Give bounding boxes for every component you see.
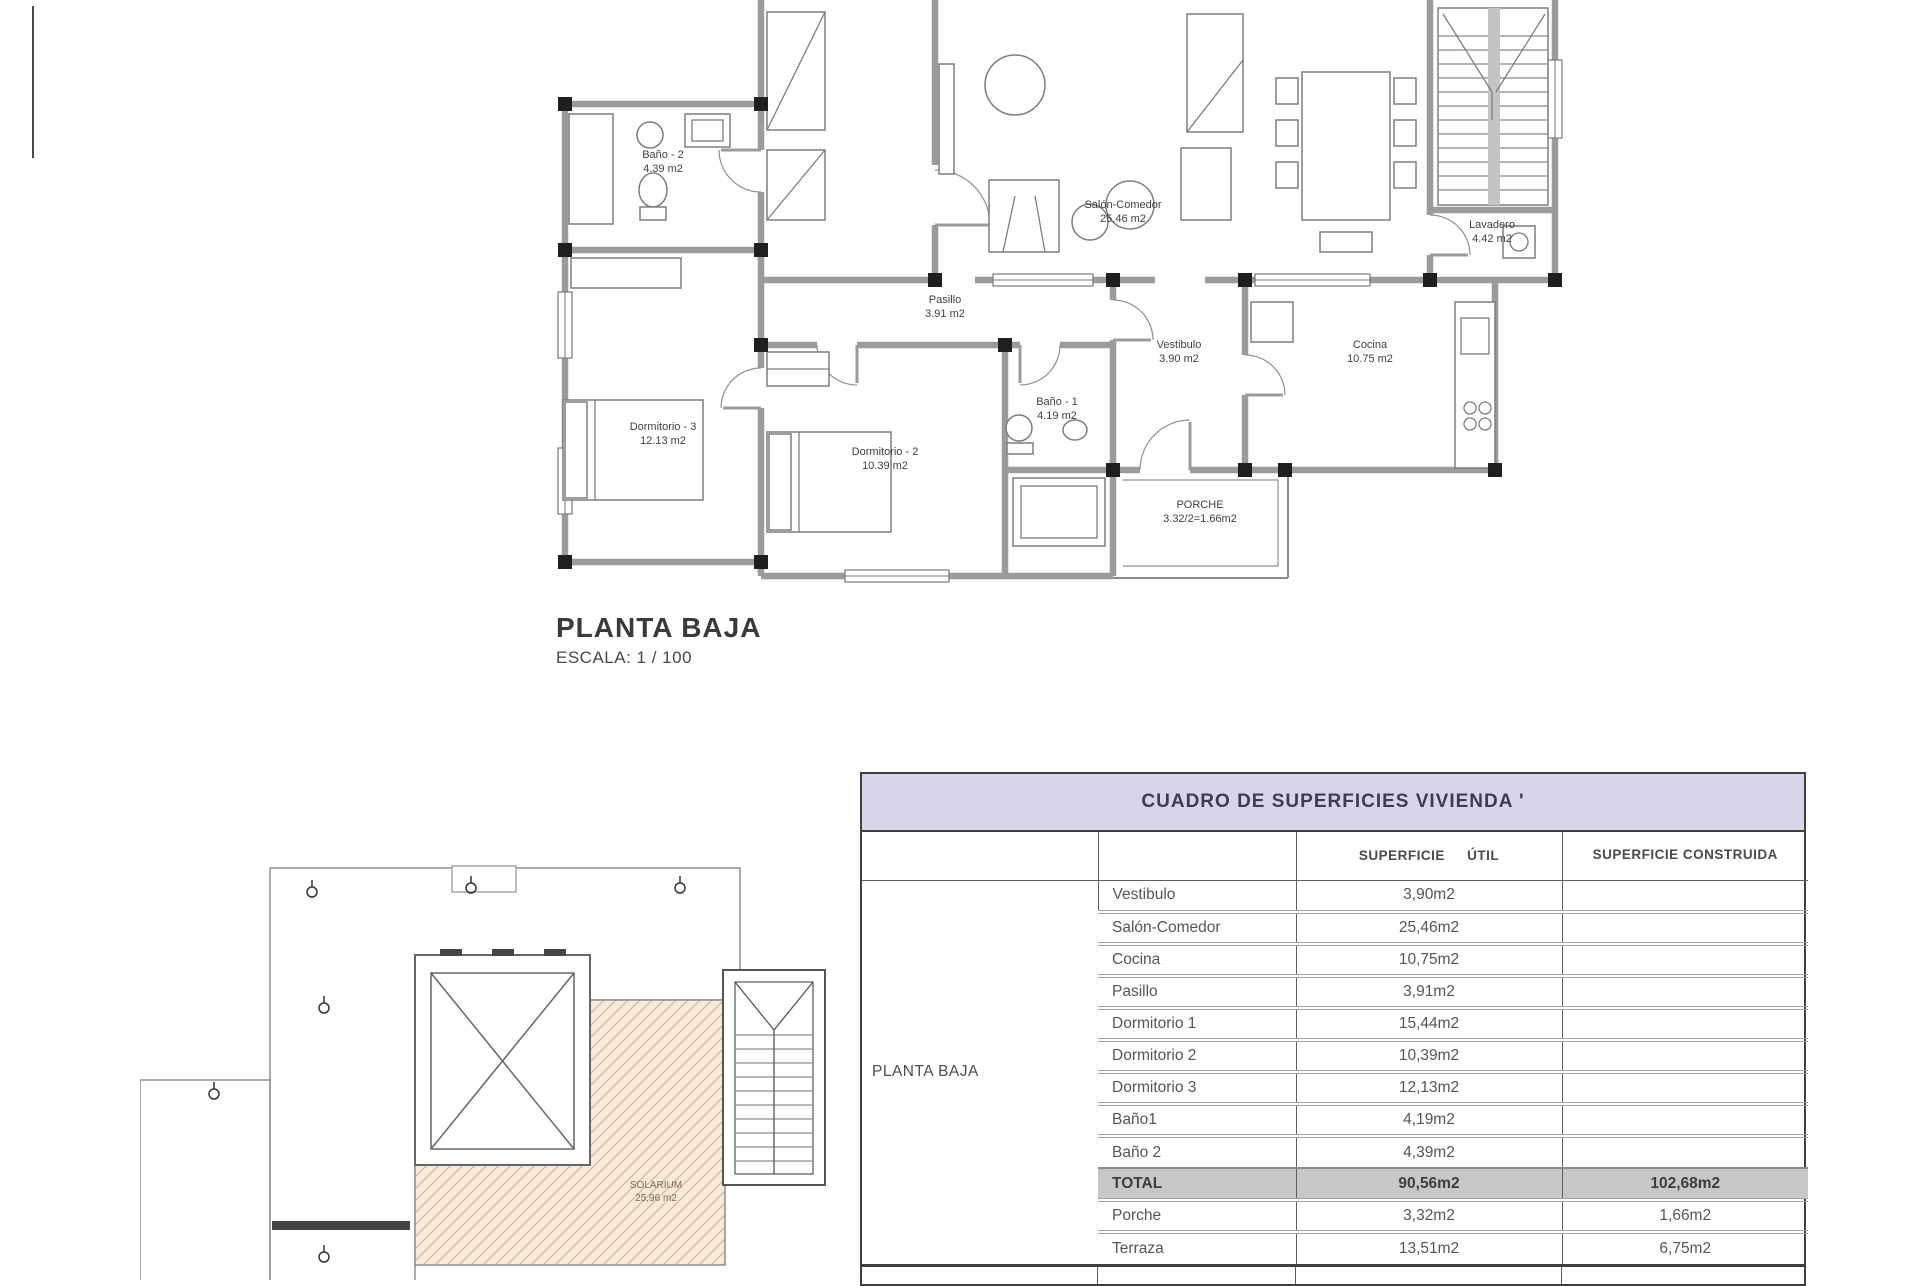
surface-table-body — [862, 880, 1808, 1264]
room-area: 4.39 m2 — [643, 163, 683, 175]
table-cell-cons — [1562, 1008, 1808, 1040]
plan-title: PLANTA BAJA — [556, 612, 762, 643]
room-area: 4.19 m2 — [1037, 410, 1077, 422]
header-room-blank — [1098, 832, 1296, 880]
table-cell-cons: 102,68m2 — [1562, 1168, 1808, 1200]
room-label: Dormitorio - 3 — [629, 421, 697, 433]
table-cell-label: Dormitorio 3 — [1098, 1072, 1296, 1104]
surface-table-grid — [862, 832, 1808, 1264]
room-label: PORCHE — [1176, 499, 1224, 511]
table-cell-label: Porche — [1098, 1200, 1296, 1232]
next-section-stub — [862, 1264, 1804, 1284]
table-cell-util: 13,51m2 — [1296, 1232, 1562, 1264]
room-area: 4.42 m2 — [1472, 233, 1512, 245]
table-cell-util: 4,39m2 — [1296, 1136, 1562, 1168]
table-cell-cons — [1562, 1136, 1808, 1168]
table-cell-cons — [1562, 944, 1808, 976]
roof-plan-drawing — [140, 840, 900, 1280]
room-label: Vestibulo — [1156, 339, 1202, 351]
bathroom1-fixtures — [1006, 415, 1105, 546]
sheet-border-edge — [32, 6, 34, 158]
table-cell-util: 3,91m2 — [1296, 976, 1562, 1008]
table-cell-util: 90,56m2 — [1296, 1168, 1562, 1200]
table-cell-label: TOTAL — [1098, 1168, 1296, 1200]
table-cell-label: Salón-Comedor — [1098, 912, 1296, 944]
room-area: 12.13 m2 — [640, 435, 686, 447]
header-superficie-construida: SUPERFICIE CONSTRUIDA — [1562, 832, 1808, 880]
table-cell-cons: 1,66m2 — [1562, 1200, 1808, 1232]
table-cell-cons: 6,75m2 — [1562, 1232, 1808, 1264]
table-cell-label: Pasillo — [1098, 976, 1296, 1008]
room-label: Lavadero — [1469, 219, 1515, 231]
roof-staircase — [723, 970, 825, 1185]
roof-ridge-bar — [272, 1221, 410, 1230]
living-room-furniture — [939, 14, 1243, 252]
room-label: Baño - 1 — [1036, 396, 1078, 408]
table-cell-label: Dormitorio 1 — [1098, 1008, 1296, 1040]
roof-plan-svg — [140, 840, 900, 1280]
table-cell-label: Dormitorio 2 — [1098, 1040, 1296, 1072]
plan-title-block — [556, 612, 761, 668]
table-cell-cons — [1562, 912, 1808, 944]
room-label: Dormitorio - 2 — [851, 446, 919, 458]
table-cell-label: Baño 2 — [1098, 1136, 1296, 1168]
solarium-label: SOLARIUM — [629, 1180, 683, 1191]
skylight-opening — [415, 949, 590, 1165]
table-cell-label: Vestibulo — [1098, 880, 1296, 912]
room-area: 25.46 m2 — [1100, 213, 1146, 225]
table-cell-util: 15,44m2 — [1296, 1008, 1562, 1040]
table-cell-util: 3,90m2 — [1296, 880, 1562, 912]
solarium-area: 25,96 m2 — [635, 1193, 677, 1204]
bedroom3-furniture — [563, 258, 703, 500]
table-cell-cons — [1562, 880, 1808, 912]
room-label: Salón-Comedor — [1084, 199, 1162, 211]
header-section-blank — [862, 832, 1098, 880]
table-cell-label: Cocina — [1098, 944, 1296, 976]
room-area: 10.39 m2 — [862, 460, 908, 472]
roof-panel-left — [140, 1080, 270, 1280]
room-area: 3.32/2=1.66m2 — [1163, 513, 1237, 525]
room-label: Cocina — [1352, 339, 1388, 351]
plan-scale: ESCALA: 1 / 100 — [556, 648, 693, 667]
surface-table — [860, 772, 1806, 1286]
floor-plan-drawing — [545, 0, 1565, 595]
table-row — [862, 880, 1808, 912]
staircase — [1438, 8, 1548, 205]
table-header-row — [862, 832, 1808, 880]
floor-plan-svg — [545, 0, 1565, 595]
header-superficie-util: SUPERFICIE ÚTIL — [1296, 832, 1562, 880]
table-cell-label: Terraza — [1098, 1232, 1296, 1264]
dining-set — [1276, 72, 1416, 252]
table-cell-label: Baño1 — [1098, 1104, 1296, 1136]
table-cell-cons — [1562, 1104, 1808, 1136]
table-cell-util: 10,39m2 — [1296, 1040, 1562, 1072]
table-cell-util: 12,13m2 — [1296, 1072, 1562, 1104]
section-label: PLANTA BAJA — [872, 1063, 979, 1081]
bedroom2-furniture — [767, 352, 891, 532]
room-label: Baño - 2 — [642, 149, 684, 161]
table-cell-cons — [1562, 1040, 1808, 1072]
room-label: Pasillo — [928, 294, 962, 306]
room-area: 10.75 m2 — [1347, 353, 1393, 365]
roof-chimney-notch — [452, 866, 516, 892]
table-cell-util: 25,46m2 — [1296, 912, 1562, 944]
surface-table-title: CUADRO DE SUPERFICIES VIVIENDA ' — [862, 774, 1804, 832]
kitchen-fixtures — [1251, 302, 1495, 468]
room-area: 3.90 m2 — [1159, 353, 1199, 365]
table-cell-util: 4,19m2 — [1296, 1104, 1562, 1136]
room-area: 3.91 m2 — [925, 308, 965, 320]
table-cell-util: 10,75m2 — [1296, 944, 1562, 976]
table-cell-cons — [1562, 976, 1808, 1008]
hall-closets — [767, 12, 825, 220]
table-cell-cons — [1562, 1072, 1808, 1104]
table-cell-util: 3,32m2 — [1296, 1200, 1562, 1232]
